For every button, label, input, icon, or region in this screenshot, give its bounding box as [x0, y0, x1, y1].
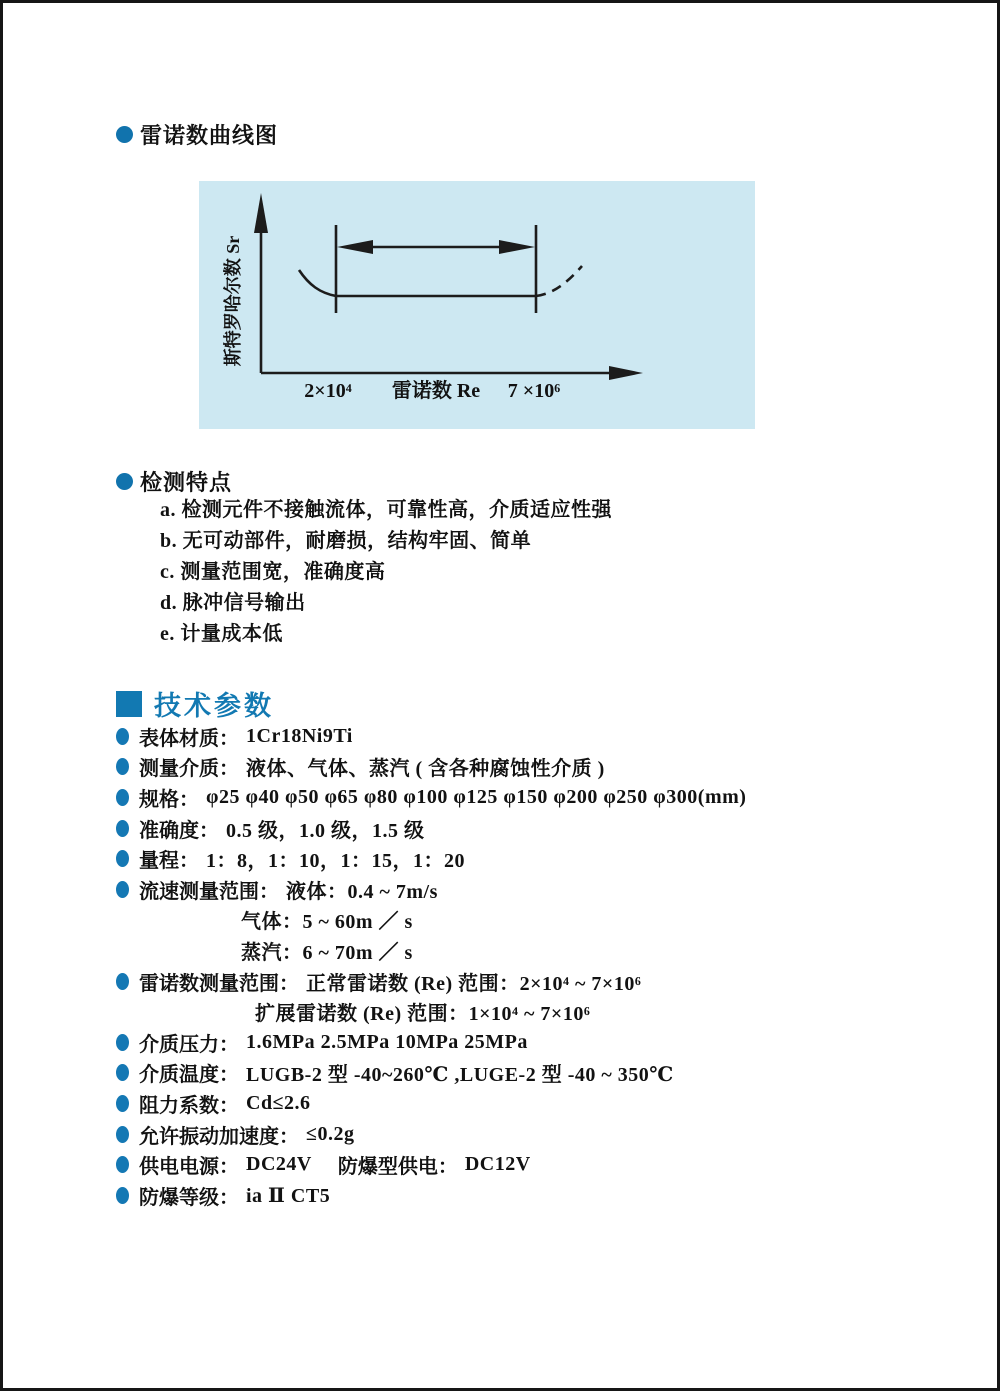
- curve-section-title: 雷诺数曲线图: [140, 123, 279, 148]
- tech-params-list: [116, 721, 967, 1211]
- param-value: DC24V: [246, 1153, 312, 1176]
- bullet-icon: [116, 820, 129, 837]
- bullet-icon: [116, 1064, 129, 1081]
- param-label: 介质压力：: [139, 1033, 239, 1056]
- param-label: 供电电源：: [139, 1156, 239, 1179]
- param-value-secondary: DC12V: [464, 1153, 531, 1176]
- param-value: 液体：0.4 ~ 7m/s: [286, 880, 438, 903]
- param-row: [116, 1027, 967, 1058]
- param-label: 规格：: [139, 788, 199, 811]
- param-subline: 气体：5 ~ 60m ／ s: [241, 911, 413, 934]
- x-max-label: 7 ×10⁶: [507, 380, 561, 402]
- param-row: [116, 1119, 967, 1150]
- param-label: 防爆等级：: [139, 1186, 239, 1209]
- x-axis-label: 雷诺数 Re: [391, 380, 481, 402]
- feature-item: b. 无可动部件，耐磨损，结构牢固、简单: [160, 530, 532, 552]
- param-label: 允许振动加速度：: [139, 1125, 299, 1148]
- param-label: 量程：: [139, 850, 199, 873]
- diagram-canvas: [199, 181, 755, 429]
- param-row: [116, 1058, 967, 1089]
- bullet-icon: [116, 1126, 129, 1143]
- param-value: Cd≤2.6: [246, 1091, 311, 1114]
- param-row: [116, 752, 967, 783]
- bullet-icon: [116, 126, 133, 143]
- bullet-icon: [116, 881, 129, 898]
- feature-item: a. 检测元件不接触流体，可靠性高，介质适应性强: [160, 499, 612, 521]
- bullet-icon: [116, 1034, 129, 1051]
- tech-section-heading: [116, 684, 274, 723]
- range-arrow-left-icon: [337, 240, 373, 254]
- param-row: [116, 1180, 967, 1211]
- bullet-icon: [116, 473, 133, 490]
- param-label: 流速测量范围：: [139, 880, 279, 903]
- param-value: 1.6MPa 2.5MPa 10MPa 25MPa: [246, 1030, 528, 1053]
- bullet-icon: [116, 973, 129, 990]
- param-value: LUGB-2 型 -40~260℃ ,LUGE-2 型 -40 ~ 350℃: [246, 1064, 674, 1087]
- range-arrow-right-icon: [499, 240, 535, 254]
- curve-right-dashed-segment: [536, 266, 582, 296]
- reynolds-curve-diagram: [199, 181, 755, 429]
- features-section-title: 检测特点: [140, 470, 233, 495]
- y-axis-label: 斯特罗哈尔数 Sr: [223, 235, 243, 367]
- param-label: 准确度：: [139, 819, 219, 842]
- feature-item: e. 计量成本低: [160, 623, 283, 645]
- x-min-label: 2×10⁴: [304, 380, 352, 402]
- param-label: 阻力系数：: [139, 1094, 239, 1117]
- param-value: 0.5 级，1.0 级，1.5 级: [226, 819, 425, 842]
- y-axis-arrow-icon: [254, 193, 268, 233]
- param-row: [116, 1088, 967, 1119]
- curve-section-heading: [116, 119, 278, 150]
- x-axis-arrow-icon: [609, 366, 643, 380]
- bullet-icon: [116, 1187, 129, 1204]
- square-bullet-icon: [116, 691, 142, 717]
- param-row: [116, 813, 967, 844]
- param-subline: 蒸汽：6 ~ 70m ／ s: [241, 941, 413, 964]
- param-value: 1Cr18Ni9Ti: [246, 724, 353, 747]
- param-row: [116, 874, 967, 905]
- bullet-icon: [116, 789, 129, 806]
- param-row: [116, 966, 967, 997]
- param-label: 介质温度：: [139, 1064, 239, 1087]
- tech-section-title: 技术参数: [154, 691, 274, 721]
- param-value: 正常雷诺数 (Re) 范围：2×10⁴ ~ 7×10⁶: [306, 972, 642, 995]
- param-label: 测量介质：: [139, 758, 239, 781]
- feature-item: d. 脉冲信号输出: [160, 592, 306, 614]
- param-label: 表体材质：: [139, 727, 239, 750]
- param-label: 雷诺数测量范围：: [139, 972, 299, 995]
- param-row: [116, 1149, 967, 1180]
- param-row: [116, 721, 967, 752]
- feature-item: c. 测量范围宽，准确度高: [160, 561, 386, 583]
- param-value: φ25 φ40 φ50 φ65 φ80 φ100 φ125 φ150 φ200 φ250 φ300(mm): [206, 785, 747, 808]
- bullet-icon: [116, 850, 129, 867]
- param-value: 液体、气体、蒸汽 ( 含各种腐蚀性介质 ): [246, 758, 605, 781]
- bullet-icon: [116, 1156, 129, 1173]
- bullet-icon: [116, 728, 129, 745]
- param-subline: 扩展雷诺数 (Re) 范围：1×10⁴ ~ 7×10⁶: [255, 1003, 591, 1026]
- param-value: 1：8，1：10，1：15，1：20: [206, 850, 465, 873]
- curve-left-segment: [299, 270, 336, 296]
- bullet-icon: [116, 1095, 129, 1112]
- param-label-secondary: 防爆型供电：: [337, 1156, 458, 1179]
- bullet-icon: [116, 758, 129, 775]
- param-value: ≤0.2g: [306, 1122, 355, 1145]
- param-row: [116, 843, 967, 874]
- features-list: [160, 492, 612, 647]
- param-row: [116, 782, 967, 813]
- param-value: ia Ⅱ CT5: [246, 1184, 331, 1207]
